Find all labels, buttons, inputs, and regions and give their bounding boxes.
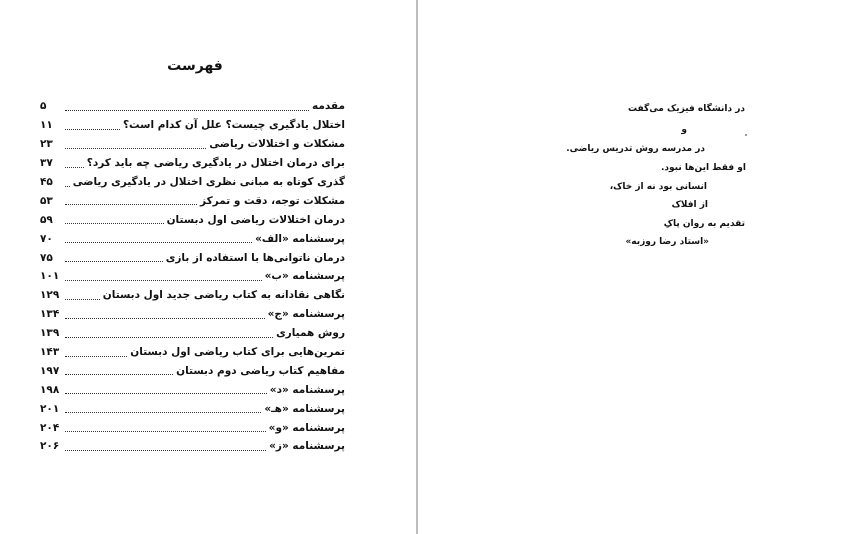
right-page xyxy=(418,0,845,534)
toc-entry-label: نگاهی نقادانه به کتاب ریاضی جدید اول دبستان xyxy=(102,289,345,302)
toc-leader-dots xyxy=(65,110,309,111)
toc-leader-dots xyxy=(65,186,70,187)
toc-entry-label: پرسشنامه «ب» xyxy=(264,270,345,283)
toc-entry xyxy=(40,248,345,267)
toc-entry-page-number: ۱۱ xyxy=(40,119,53,132)
toc-entry xyxy=(40,305,345,324)
toc-entry-page-number: ۱۳۹ xyxy=(40,327,60,340)
toc-leader-dots xyxy=(65,450,266,451)
toc-entry xyxy=(40,399,345,418)
dedication-line-5: انسانی بود نه از خاک، xyxy=(609,182,707,192)
toc-entry-page-number: ۱۴۳ xyxy=(40,346,60,359)
toc-leader-dots xyxy=(65,148,206,149)
toc-leader-dots xyxy=(65,412,261,413)
toc-entry xyxy=(40,97,345,116)
toc-entry-label: مشکلات توجه، دقت و تمرکز xyxy=(200,194,345,207)
toc-leader-dots xyxy=(65,261,163,262)
toc-entry-label: روش همیاری xyxy=(276,327,345,340)
toc-entry-page-number: ۵ xyxy=(40,100,47,113)
dedication-line-6: از افلاک xyxy=(671,200,708,210)
toc-entry-label: پرسشنامه «هـ» xyxy=(264,402,345,415)
toc-entry-page-number: ۱۹۸ xyxy=(40,383,60,396)
toc-leader-dots xyxy=(65,242,252,243)
toc-entry-page-number: ۷۵ xyxy=(40,251,53,264)
toc-entry-label: گذری کوتاه به مبانی نظری اختلال در یادگیری ریاضی xyxy=(72,176,345,188)
toc-list xyxy=(40,97,345,456)
toc-entry xyxy=(40,380,345,399)
toc-leader-dots xyxy=(65,167,84,168)
toc-entry-label: مشکلات و اختلالات ریاضی xyxy=(209,138,345,151)
left-page xyxy=(0,0,416,534)
toc-entry-label: مفاهیم کتاب ریاضی دوم دبستان xyxy=(176,364,345,377)
toc-entry xyxy=(40,267,345,286)
toc-leader-dots xyxy=(65,204,197,205)
toc-entry-label: پرسشنامه «و» xyxy=(268,421,345,434)
toc-entry-page-number: ۴۵ xyxy=(40,176,53,188)
dedication-line-1: در دانشگاه فیزیک می‌گفت xyxy=(627,104,745,114)
toc-entry-page-number: ۳۷ xyxy=(40,157,53,170)
toc-leader-dots xyxy=(65,280,262,281)
toc-entry xyxy=(40,324,345,343)
toc-entry xyxy=(40,173,345,192)
toc-entry xyxy=(40,191,345,210)
toc-leader-dots xyxy=(65,374,173,375)
toc-entry xyxy=(40,437,345,456)
toc-entry xyxy=(40,286,345,305)
toc-leader-dots xyxy=(65,337,273,338)
dedication-line-3: در مدرسه روش تدریس ریاضی. xyxy=(566,144,705,154)
toc-entry xyxy=(40,210,345,229)
toc-entry-label: پرسشنامه «ج» xyxy=(267,308,345,321)
toc-entry-page-number: ۲۰۶ xyxy=(40,440,60,453)
toc-entry xyxy=(40,154,345,173)
toc-entry xyxy=(40,418,345,437)
toc-entry-label: تمرین‌هایی برای کتاب ریاضی اول دبستان xyxy=(130,346,345,359)
toc-entry-page-number: ۱۹۷ xyxy=(40,364,60,377)
toc-entry-page-number: ۲۰۴ xyxy=(40,421,60,434)
dedication-line-8: «استاد رضا روزبه» xyxy=(625,237,709,247)
toc-entry xyxy=(40,229,345,248)
toc-entry-page-number: ۱۰۱ xyxy=(40,270,60,283)
toc-entry xyxy=(40,361,345,380)
toc-entry-page-number: ۱۲۹ xyxy=(40,289,60,302)
dedication-line-4: او فقط این‌ها نبود. xyxy=(660,163,746,173)
toc-leader-dots xyxy=(65,299,100,300)
toc-entry-page-number: ۲۳ xyxy=(40,138,53,151)
toc-title: فهرست xyxy=(167,58,223,74)
toc-entry-page-number: ۲۰۱ xyxy=(40,402,60,415)
speck xyxy=(745,134,747,136)
toc-entry-label: مقدمه xyxy=(312,100,345,113)
toc-leader-dots xyxy=(65,356,127,357)
toc-entry-label: برای درمان اختلال در یادگیری ریاضی چه باید کرد؟ xyxy=(86,157,345,170)
toc-entry-label: پرسشنامه «ز» xyxy=(269,440,345,453)
toc-entry-label: درمان اختلالات ریاضی اول دبستان xyxy=(166,213,345,226)
dedication-line-7: تقدیم به روان پاکِ xyxy=(663,219,745,229)
toc-entry xyxy=(40,343,345,362)
toc-entry-page-number: ۵۳ xyxy=(40,194,53,207)
toc-leader-dots xyxy=(65,431,266,432)
toc-leader-dots xyxy=(65,393,267,394)
toc-entry-label: پرسشنامه «الف» xyxy=(255,232,345,245)
dedication-line-2: و xyxy=(681,125,687,135)
toc-entry xyxy=(40,116,345,135)
toc-entry xyxy=(40,135,345,154)
toc-leader-dots xyxy=(65,223,164,224)
toc-entry-label: اختلال یادگیری چیست؟ علل آن کدام است؟ xyxy=(122,119,345,132)
toc-leader-dots xyxy=(65,318,265,319)
toc-entry-page-number: ۷۰ xyxy=(40,232,53,245)
toc-entry-page-number: ۵۹ xyxy=(40,213,53,226)
toc-entry-label: پرسشنامه «د» xyxy=(269,383,345,396)
toc-entry-label: درمان ناتوانی‌ها با استفاده از بازی xyxy=(165,251,345,264)
toc-leader-dots xyxy=(65,129,120,130)
toc-entry-page-number: ۱۳۴ xyxy=(40,308,60,321)
